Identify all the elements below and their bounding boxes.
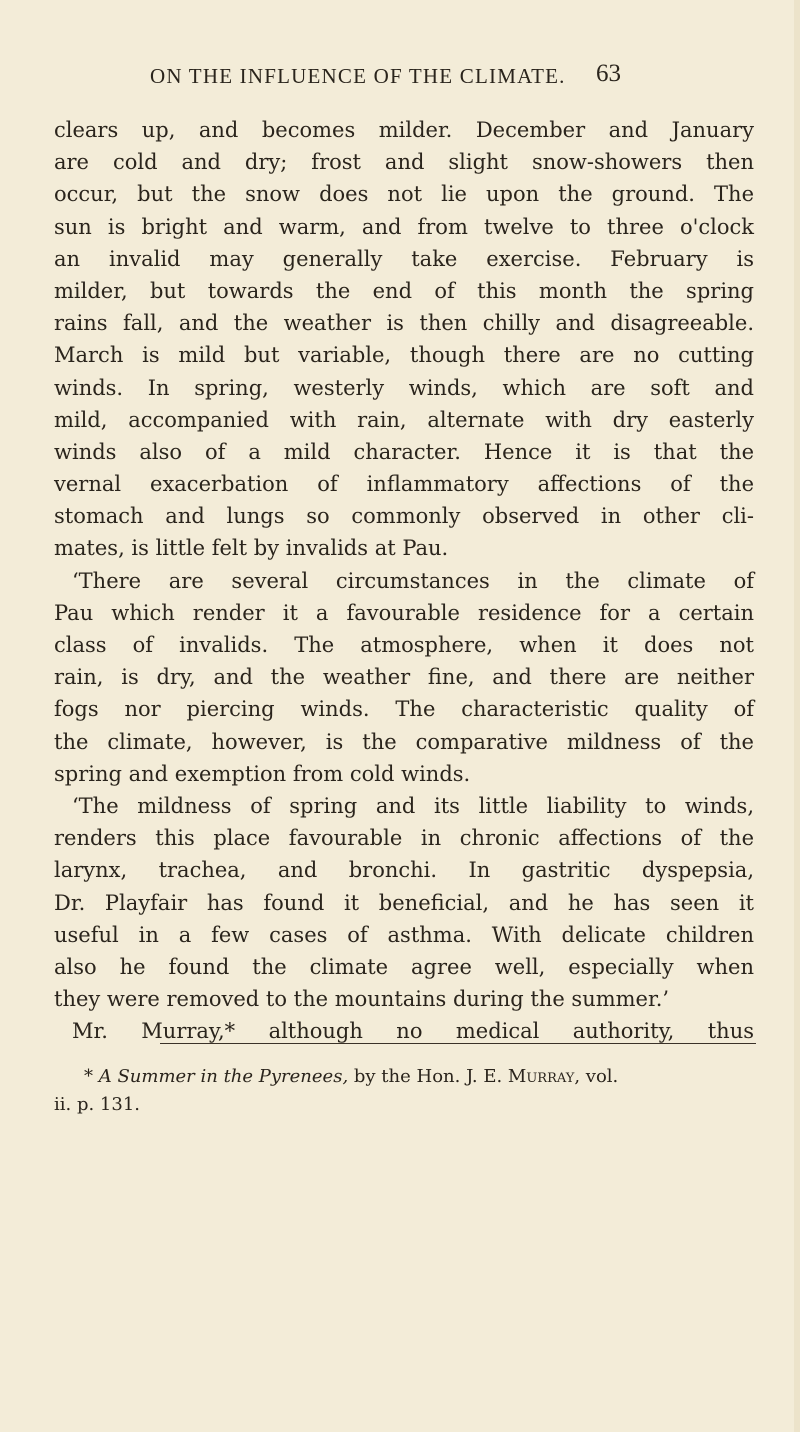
text-line: rains fall, and the weather is then chilly and disagreeable. xyxy=(54,311,754,336)
text-line: an invalid may generally take exercise. February is xyxy=(54,246,754,271)
footnote-line xyxy=(54,1063,754,1091)
text-line: Pau which render it a favourable residence for a certain xyxy=(54,600,754,625)
body-text xyxy=(54,114,754,1047)
footnote-marker: * xyxy=(84,1066,93,1087)
text-line: mild, accompanied with rain, alternate with dry easterly xyxy=(54,407,754,432)
text-line: winds. In spring, westerly winds, which are soft and xyxy=(54,375,754,400)
page-header xyxy=(0,60,800,100)
text-line: stomach and lungs so commonly observed in other cli- xyxy=(54,504,754,529)
text-line: vernal exacerbation of inflammatory affections of the xyxy=(54,472,754,497)
text-line: March is mild but variable, though there are no cutting xyxy=(54,343,754,368)
text-line: larynx, trachea, and bronchi. In gastritic dyspepsia, xyxy=(54,858,754,883)
text-line: renders this place favourable in chronic affections of the xyxy=(54,826,754,851)
footnote-line: ii. p. 131. xyxy=(54,1094,141,1115)
text-line: sun is bright and warm, and from twelve to three o'clock xyxy=(54,214,754,239)
text-line: they were removed to the mountains during the summer.’ xyxy=(54,987,670,1012)
footnote-text: by the Hon. J. E. xyxy=(348,1066,508,1087)
page-number: 63 xyxy=(596,60,621,87)
text-line: the climate, however, is the comparative mildness of the xyxy=(54,729,754,754)
footnote-volume: , vol. xyxy=(574,1066,619,1087)
text-line: Mr. Murray,* although no medical authority, thus xyxy=(72,1019,754,1044)
footnote-book-title: A Summer in the Pyrenees, xyxy=(98,1066,349,1087)
text-line: rain, is dry, and the weather fine, and there are neither xyxy=(54,665,754,690)
text-line: mates, is little felt by invalids at Pau. xyxy=(54,536,449,561)
footnote-author: Murray xyxy=(507,1066,575,1087)
text-line: ‘The mildness of spring and its little liability to winds, xyxy=(72,793,754,818)
footnote xyxy=(54,1063,754,1119)
text-line: ‘There are several circumstances in the climate of xyxy=(72,568,754,593)
text-line: milder, but towards the end of this month the spring xyxy=(54,278,754,303)
footnote-divider xyxy=(160,1043,756,1044)
text-line: spring and exemption from cold winds. xyxy=(54,761,471,786)
text-line: Dr. Playfair has found it beneficial, and he has seen it xyxy=(54,890,754,915)
text-line: class of invalids. The atmosphere, when it does not xyxy=(54,633,754,657)
text-line: occur, but the snow does not lie upon the ground. The xyxy=(54,182,754,207)
text-line: fogs nor piercing winds. The characteristic quality of xyxy=(54,697,754,722)
running-head: ON THE INFLUENCE OF THE CLIMATE. xyxy=(150,64,566,88)
page-edge-shadow xyxy=(794,0,800,1432)
text-line: are cold and dry; frost and slight snow-showers then xyxy=(54,150,754,175)
text-line: also he found the climate agree well, especially when xyxy=(54,954,754,979)
text-line: useful in a few cases of asthma. With delicate children xyxy=(54,922,754,947)
text-line: winds also of a mild character. Hence it is that the xyxy=(54,439,754,464)
text-line: clears up, and becomes milder. December and January xyxy=(54,118,754,142)
